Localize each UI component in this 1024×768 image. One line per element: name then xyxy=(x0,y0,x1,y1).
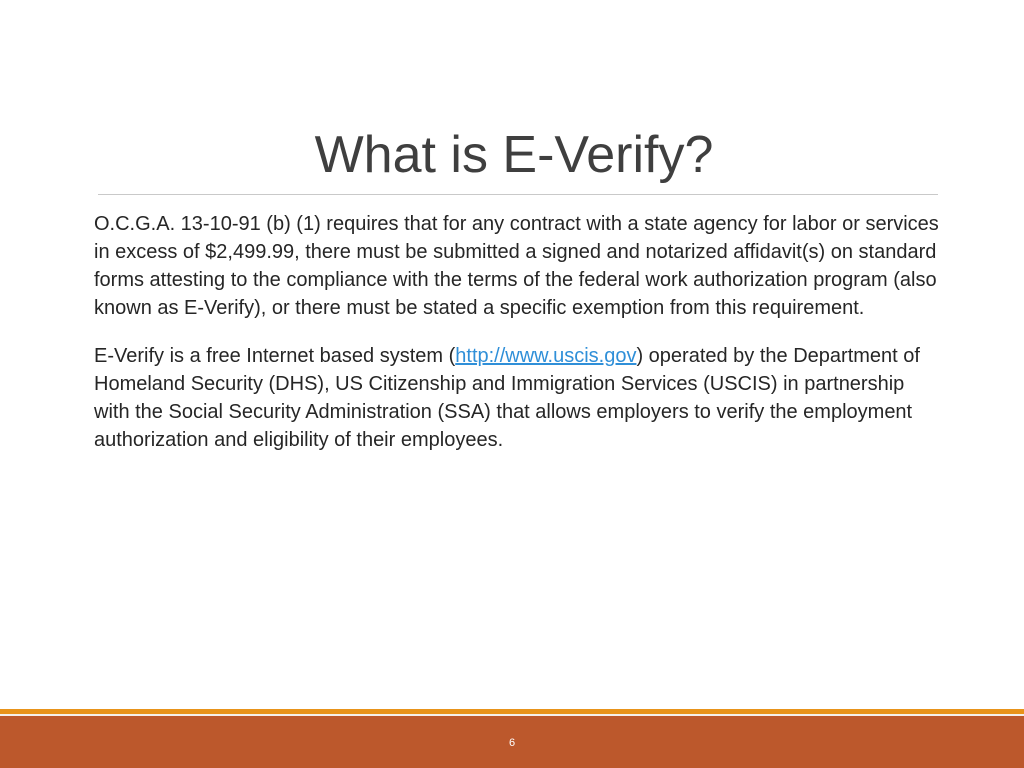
uscis-link[interactable]: http://www.uscis.gov xyxy=(455,345,637,367)
slide-body xyxy=(94,210,944,474)
paragraph-ocga-requirement: O.C.G.A. 13-10-91 (b) (1) requires that for any contract with a state agency for labor or services in excess of $2,499.99, there must be submitted a signed and notarized affidavit(s) on standard forms attesting to the compliance with the terms of the federal work authorization program (also known as E-Verify), or there must be stated a specific exemption from this requirement. xyxy=(94,213,939,319)
paragraph-text-before-link: E-Verify is a free Internet based system ( xyxy=(94,345,456,367)
title-divider xyxy=(98,194,938,195)
paragraph-text-after-link: ) operated by the Department of Homeland Security (DHS), US Citizenship and Immigration Services (USCIS) in partnership with the Social Security Administration (SSA) that allows employers to verify the employment authorization and eligibility of their employees. xyxy=(94,345,920,451)
slide-title: What is E-Verify? xyxy=(314,126,714,184)
page-number: 6 xyxy=(508,737,516,749)
paragraph-everify-description xyxy=(94,342,944,454)
